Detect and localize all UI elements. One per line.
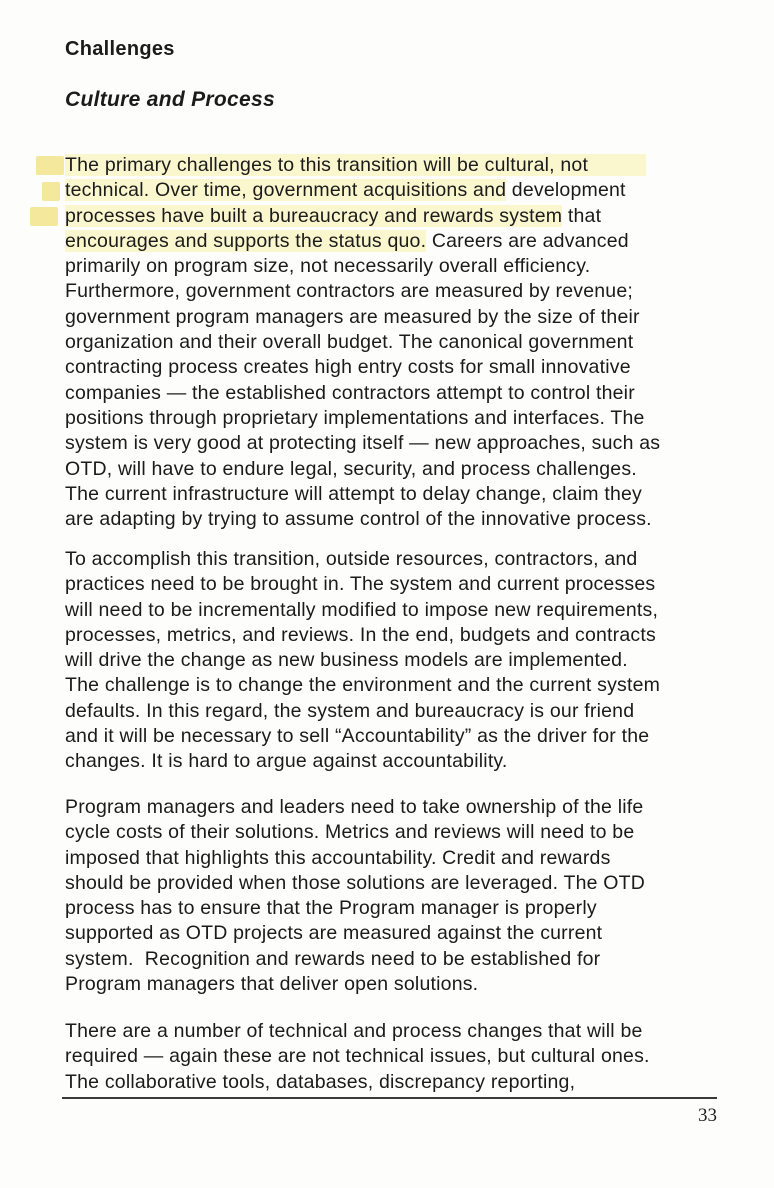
plain-text: imposed that highlights this accountability. Credit and rewards bbox=[65, 846, 611, 869]
text-line bbox=[65, 673, 745, 698]
plain-text: system. Recognition and rewards need to be established for bbox=[65, 947, 601, 970]
highlighted-text: The primary challenges to this transition will be cultural, not bbox=[65, 154, 646, 176]
highlighted-text: encourages and supports the status quo. bbox=[65, 229, 427, 252]
plain-text: are adapting by trying to assume control of the innovative process. bbox=[65, 508, 652, 531]
footer-rule bbox=[62, 1097, 717, 1099]
plain-text: Furthermore, government contractors are measured by revenue; bbox=[65, 280, 634, 303]
text-line bbox=[65, 572, 745, 597]
plain-text: changes. It is hard to argue against accountability. bbox=[65, 750, 508, 773]
text-line bbox=[65, 204, 745, 229]
text-line bbox=[65, 724, 745, 749]
paragraph-1 bbox=[65, 153, 745, 532]
subsection-heading: Culture and Process bbox=[65, 88, 275, 111]
page-number: 33 bbox=[698, 1105, 717, 1126]
plain-text: will need to be incrementally modified to impose new requirements, bbox=[65, 598, 659, 621]
plain-text: supported as OTD projects are measured against the current bbox=[65, 922, 603, 945]
highlighter-mark bbox=[42, 182, 60, 201]
plain-text: system is very good at protecting itself — new approaches, such as bbox=[65, 432, 661, 455]
plain-text: contracting process creates high entry costs for small innovative bbox=[65, 356, 631, 379]
plain-text: government program managers are measured by the size of their bbox=[65, 305, 640, 328]
text-line bbox=[65, 871, 745, 896]
plain-text: defaults. In this regard, the system and bureaucracy is our friend bbox=[65, 699, 635, 722]
paragraph-3 bbox=[65, 795, 745, 997]
text-line bbox=[65, 507, 745, 532]
plain-text: and it will be necessary to sell “Accountability” as the driver for the bbox=[65, 725, 650, 748]
highlighter-mark bbox=[36, 156, 64, 175]
text-line bbox=[65, 279, 745, 304]
plain-text: process has to ensure that the Program manager is properly bbox=[65, 897, 597, 920]
text-line bbox=[65, 648, 745, 673]
text-line bbox=[65, 254, 745, 279]
plain-text: processes, metrics, and reviews. In the end, budgets and contracts bbox=[65, 623, 656, 646]
text-line bbox=[65, 431, 745, 456]
text-line bbox=[65, 820, 745, 845]
text-line bbox=[65, 1044, 745, 1069]
paragraph-2 bbox=[65, 547, 745, 775]
plain-text: Careers are advanced bbox=[426, 229, 629, 252]
text-line bbox=[65, 598, 745, 623]
text-line bbox=[65, 749, 745, 774]
plain-text: There are a number of technical and process changes that will be bbox=[65, 1020, 643, 1042]
text-line bbox=[65, 178, 745, 203]
plain-text: practices need to be brought in. The system and current processes bbox=[65, 573, 656, 596]
plain-text: positions through proprietary implementations and interfaces. The bbox=[65, 406, 645, 429]
plain-text: The current infrastructure will attempt to delay change, claim they bbox=[65, 482, 642, 505]
text-line bbox=[65, 699, 745, 724]
plain-text: required — again these are not technical issues, but cultural ones. bbox=[65, 1045, 650, 1068]
plain-text: Program managers and leaders need to take ownership of the life bbox=[65, 796, 644, 818]
text-line bbox=[65, 153, 745, 178]
plain-text: development bbox=[506, 179, 626, 202]
text-line bbox=[65, 947, 745, 972]
section-heading: Challenges bbox=[65, 38, 175, 60]
paragraph-4 bbox=[65, 1019, 745, 1095]
plain-text: primarily on program size, not necessarily overall efficiency. bbox=[65, 255, 591, 278]
text-line bbox=[65, 972, 745, 997]
text-line bbox=[65, 795, 745, 820]
text-line bbox=[65, 406, 745, 431]
text-line bbox=[65, 305, 745, 330]
plain-text: Program managers that deliver open solutions. bbox=[65, 973, 479, 996]
text-line bbox=[65, 896, 745, 921]
plain-text: The collaborative tools, databases, discrepancy reporting, bbox=[65, 1070, 576, 1093]
plain-text: cycle costs of their solutions. Metrics and reviews will need to be bbox=[65, 821, 635, 844]
highlighter-mark bbox=[30, 207, 58, 226]
text-line bbox=[65, 482, 745, 507]
plain-text: companies — the established contractors attempt to control their bbox=[65, 381, 635, 404]
text-line bbox=[65, 921, 745, 946]
text-line bbox=[65, 1019, 745, 1044]
text-line bbox=[65, 457, 745, 482]
text-line bbox=[65, 846, 745, 871]
text-line bbox=[65, 547, 745, 572]
text-line bbox=[65, 381, 745, 406]
plain-text: To accomplish this transition, outside resources, contractors, and bbox=[65, 548, 638, 570]
plain-text: will drive the change as new business models are implemented. bbox=[65, 649, 628, 672]
text-line bbox=[65, 623, 745, 648]
text-line bbox=[65, 1070, 745, 1095]
plain-text: OTD, will have to endure legal, security, and process challenges. bbox=[65, 457, 637, 480]
highlighted-text: processes have built a bureaucracy and rewards system bbox=[65, 204, 563, 227]
plain-text: The challenge is to change the environment and the current system bbox=[65, 674, 661, 697]
plain-text: organization and their overall budget. The canonical government bbox=[65, 331, 634, 354]
text-line bbox=[65, 330, 745, 355]
text-line bbox=[65, 229, 745, 254]
text-line bbox=[65, 355, 745, 380]
plain-text: that bbox=[562, 204, 602, 227]
highlighted-text: technical. Over time, government acquisitions and bbox=[65, 179, 507, 202]
plain-text: should be provided when those solutions are leveraged. The OTD bbox=[65, 871, 646, 894]
